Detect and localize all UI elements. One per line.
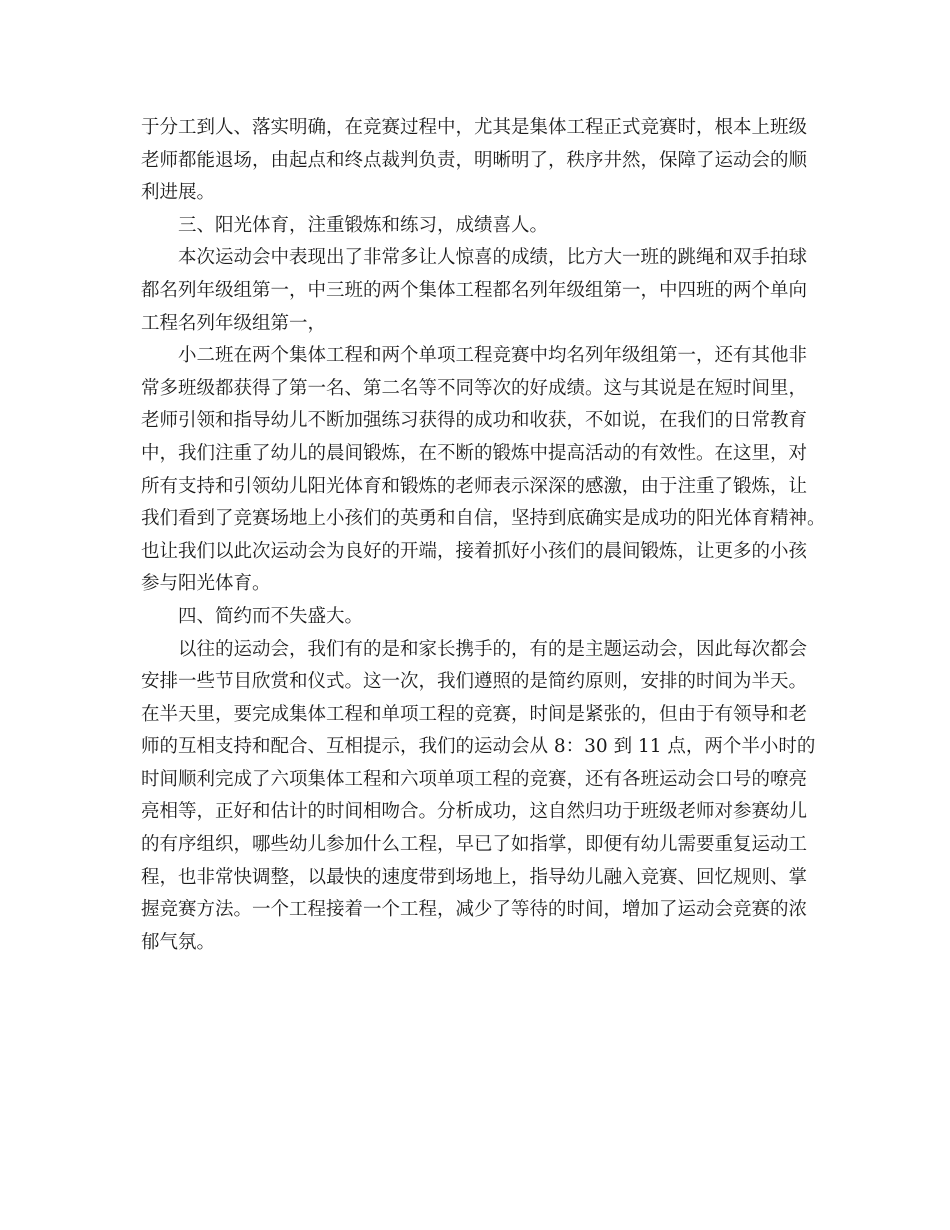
text-line: 工程名列年级组第一， (141, 312, 327, 334)
text-line: 老师引领和指导幼儿不断加强练习获得的成功和收获，不如说，在我们的日常教育 (141, 410, 808, 432)
text-line: 也让我们以此次运动会为良好的开端，接着抓好小孩们的晨间锻炼，让更多的小孩 (141, 540, 808, 562)
text-line: 郁气氛。 (141, 931, 216, 953)
text-line: 所有支持和引领幼儿阳光体育和锻炼的老师表示深深的感激，由于注重了锻炼，让 (141, 475, 808, 497)
paragraph-start-line: 小二班在两个集体工程和两个单项工程竞赛中均名列年级组第一，还有其他非 (178, 345, 808, 367)
text-line: 时间顺利完成了六项集体工程和六项单项工程的竞赛，还有各班运动会口号的嘹亮 (141, 768, 808, 790)
text-line: 在半天里，要完成集体工程和单项工程的竞赛，时间是紧张的，但由于有领导和老 (141, 703, 808, 725)
text-line: 安排一些节目欣赏和仪式。这一次，我们遵照的是简约原则，安排的时间为半天。 (141, 671, 808, 693)
section-heading: 三、阳光体育，注重锻炼和练习，成绩喜人。 (178, 214, 549, 236)
paragraph-start-line: 本次运动会中表现出了非常多让人惊喜的成绩，比方大一班的跳绳和双手拍球 (178, 247, 808, 269)
text-line: 的有序组织，哪些幼儿参加什么工程，早已了如指掌，即便有幼儿需要重复运动工 (141, 834, 808, 856)
text-line: 于分工到人、落实明确，在竞赛过程中，尤其是集体工程正式竞赛时，根本上班级 (141, 117, 808, 138)
text-line: 师的互相支持和配合、互相提示，我们的运动会从 8：30 到 11 点，两个半小时的 (141, 736, 816, 758)
text-line: 握竞赛方法。一个工程接着一个工程，减少了等待的时间，增加了运动会竞赛的浓 (141, 899, 808, 921)
text-line: 程，也非常快调整，以最快的速度带到场地上，指导幼儿融入竞赛、回忆规则、掌 (141, 866, 808, 888)
document-body (141, 112, 826, 959)
paragraph-start-line: 以往的运动会，我们有的是和家长携手的，有的是主题运动会，因此每次都会 (178, 638, 808, 660)
text-line: 参与阳光体育。 (141, 573, 271, 595)
section-heading: 四、简约而不失盛大。 (178, 605, 364, 627)
text-line: 常多班级都获得了第一名、第二名等不同等次的好成绩。这与其说是在短时间里， (141, 377, 808, 399)
text-line: 中，我们注重了幼儿的晨间锻炼，在不断的锻炼中提高活动的有效性。在这里，对 (141, 442, 808, 464)
text-line: 老师都能退场，由起点和终点裁判负责，明晰明了，秩序井然，保障了运动会的顺 (141, 149, 808, 171)
text-line: 我们看到了竞赛场地上小孩们的英勇和自信，坚持到底确实是成功的阳光体育精神。 (141, 508, 826, 530)
text-line: 亮相等，正好和估计的时间相吻合。分析成功，这自然归功于班级老师对参赛幼儿 (141, 801, 808, 823)
text-line: 都名列年级组第一，中三班的两个集体工程都名列年级组第一，中四班的两个单向 (141, 279, 808, 301)
text-line: 利进展。 (141, 182, 216, 204)
